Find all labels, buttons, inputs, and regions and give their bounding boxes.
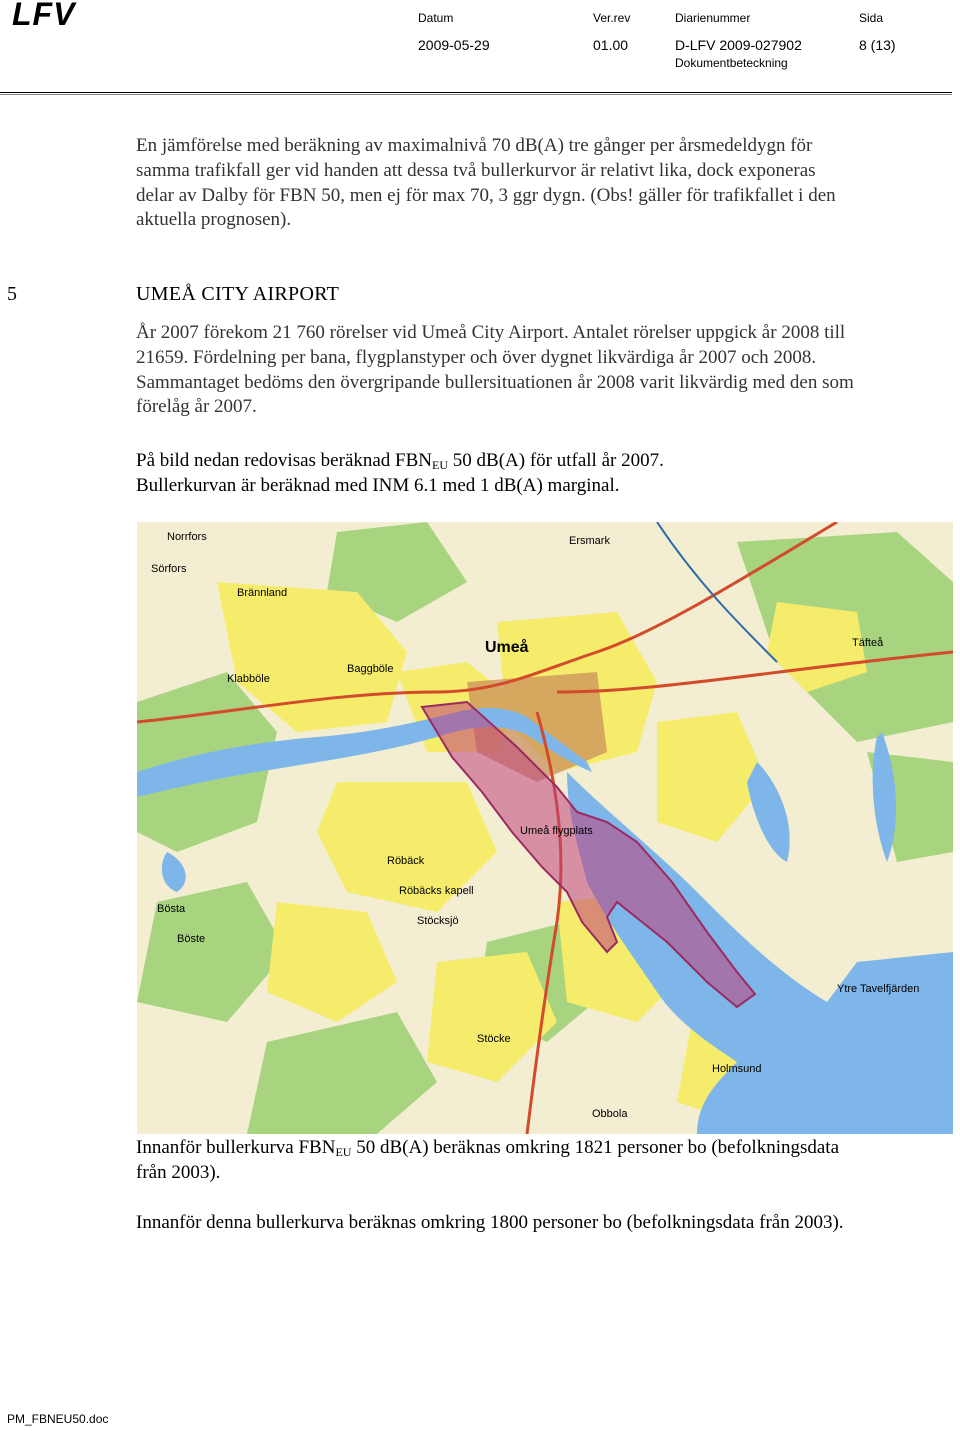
caption-1 [136,1136,856,1186]
map-label-obbola: Obbola [592,1108,628,1120]
map-label-flygplats: Umeå flygplats [520,825,593,837]
map-label-umea: Umeå [485,639,529,656]
map-label-stocksjo: Stöcksjö [417,915,459,927]
map-label-boste: Böste [177,933,206,945]
map-svg [137,522,953,1134]
section-title: UMEÅ CITY AIRPORT [136,283,340,305]
map-label-sorfors: Sörfors [151,563,187,575]
header-rule-thin [0,94,952,95]
map-label-taftea: Täfteå [852,637,884,649]
diarienummer-value: D-LFV 2009-027902 [675,37,802,53]
map-label-baggbole: Baggböle [347,663,394,675]
datum-value: 2009-05-29 [418,37,490,53]
intro-paragraph: En jämförelse med beräkning av maximalnivå 70 dB(A) tre gånger per årsmedeldygn för samma trafikfall ger vid handen att dessa två bullerkurvor är relativt lika, dock exponeras delar av Dalby för FBN 50, men ej för max 70, 3 ggr dygn. (Obs! gäller för trafikfallet i den aktuella prognosen). [136,135,836,231]
header-diarienummer [675,11,802,53]
diarienummer-label: Diarienummer [675,11,751,25]
footer-filename: PM_FBNEU50.doc [7,1412,109,1426]
caption1-text: Innanför bullerkurva FBN [136,1137,336,1158]
header-datum [418,11,490,53]
verrev-label: Ver.rev [593,11,631,25]
sida-value: 8 (13) [859,37,896,53]
map-label-brannland: Brännland [237,587,288,599]
caption1-text-end: 50 dB(A) beräknas omkring 1821 personer bo (befolkningsdata från 2003). [136,1137,840,1183]
verrev-value: 01.00 [593,37,629,53]
map-label-roback: Röbäck [387,855,425,867]
paragraph2-text-end: 50 dB(A) för utfall år 2007. [448,450,664,471]
paragraph2-text: På bild nedan redovisas beräknad FBN [136,450,433,471]
section-number: 5 [7,283,17,305]
header-rule [0,92,952,93]
paragraph2-subscript: EU [432,458,449,472]
sida-label: Sida [859,11,884,25]
noise-contour-map [137,522,953,1134]
paragraph2-line2: Bullerkurvan är beräknad med INM 6.1 med 1 dB(A) marginal. [136,474,620,496]
caption1-subscript: EU [335,1145,352,1159]
map-label-ersmark: Ersmark [569,535,610,547]
caption-2: Innanför denna bullerkurva beräknas omkring 1800 personer bo (befolkningsdata från 2003). [136,1212,844,1233]
map-label-norrfors: Norrfors [167,531,207,543]
dokumentbeteckning-label: Dokumentbeteckning [675,56,788,70]
map-label-ytre-tavelfjarden: Ytre Tavelfjärden [837,983,920,995]
map-label-robacks-kapell: Röbäcks kapell [399,885,474,897]
header-sida [859,11,896,53]
header-verrev [593,11,630,53]
map-label-stocke: Stöcke [477,1033,511,1045]
map-label-klabbole: Klabböle [227,673,270,685]
section-paragraph-2 [136,449,856,499]
map-label-bosta: Bösta [157,903,186,915]
map-label-holmsund: Holmsund [712,1063,762,1075]
section-paragraph-1: År 2007 förekom 21 760 rörelser vid Umeå City Airport. Antalet rörelser uppgick år 2008 till 21659. Fördelning per bana, flygplanstyper och över dygnet likvärdiga år 2007 och 2008. Sammantaget bedöms den övergripande bullersituationen år 2008 varit likvärdig med den som förelåg år 2007. [136,322,854,418]
datum-label: Datum [418,11,454,25]
lfv-logo: LFV [12,0,76,32]
